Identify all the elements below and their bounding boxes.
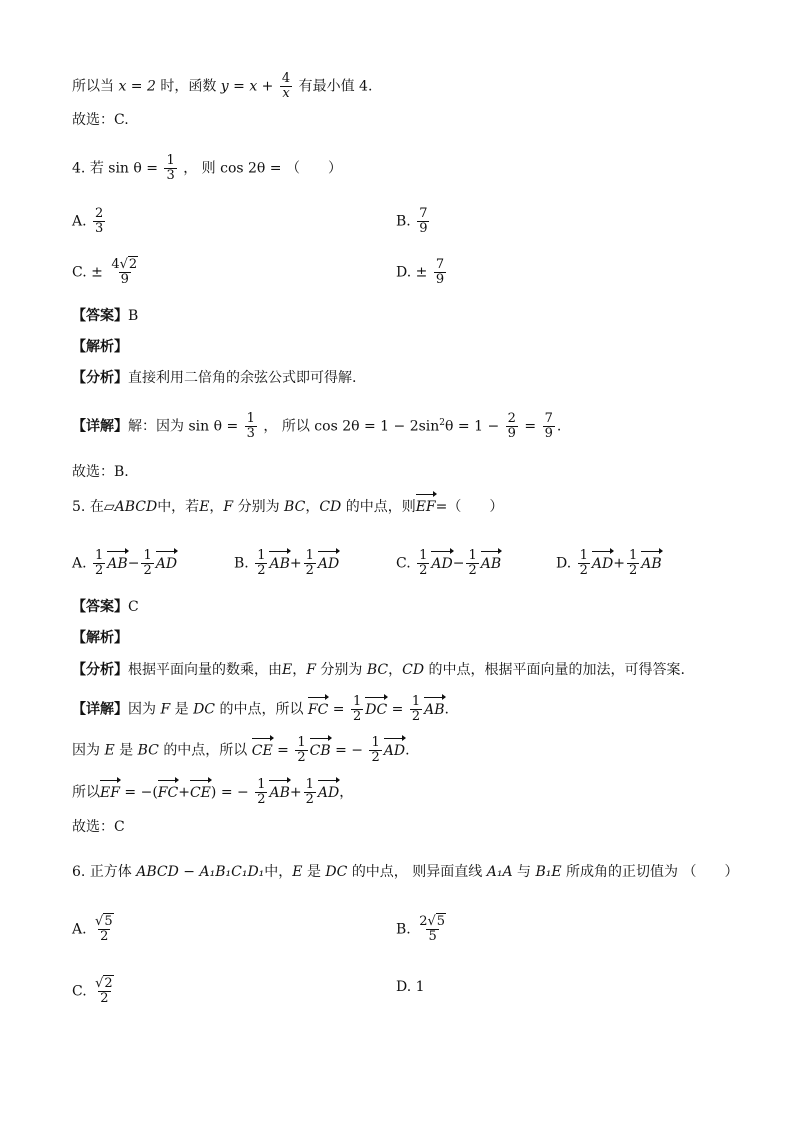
fraction	[543, 412, 555, 441]
frac-den: 2	[297, 750, 306, 765]
vector-ab: AB	[424, 701, 445, 718]
text: 所成角的正切值为	[566, 864, 679, 880]
option-label: D.	[396, 979, 412, 995]
text: 时，函数	[160, 78, 217, 95]
fraction	[627, 549, 639, 578]
frac-num: √2	[95, 976, 113, 991]
q5-detail-3: 所以EF = −(FC+CE) = − $\frac{1}{2}$ AB+ $\frac{1}{2}$ AD，	[72, 777, 354, 807]
fraction	[93, 207, 105, 236]
frac-den: 2	[419, 563, 428, 578]
frac-num: 1	[305, 777, 314, 792]
math-sin: sin θ =	[188, 418, 239, 435]
frac-den: 3	[246, 426, 255, 441]
vector-fc: FC	[307, 701, 329, 718]
q5-choose: 故选：C	[72, 819, 125, 835]
segment-bc: BC	[284, 499, 306, 515]
operator: +	[613, 555, 625, 572]
frac-num: 1	[371, 735, 380, 750]
fraction	[417, 915, 448, 944]
answer-blank: （ ）	[682, 864, 739, 880]
point-e: E	[199, 499, 210, 515]
segment-bc: BC	[137, 742, 159, 759]
frac-num: 4√2	[111, 257, 138, 272]
frac-den: 2	[629, 563, 638, 578]
fraction	[141, 549, 153, 578]
equals: =	[524, 418, 537, 435]
q5-option-d	[556, 549, 662, 578]
frac-num: 2√5	[419, 914, 446, 929]
fraction	[506, 412, 518, 441]
q5-stem: 5. 在▱ABCD中，若E，F 分别为 BC，CD 的中点，则EF=（ ）	[72, 499, 504, 515]
segment-cd: CD	[402, 662, 425, 678]
frac-den: 2	[95, 563, 104, 578]
frac-den: 9	[120, 272, 129, 287]
q4-jiexi: 【解析】	[72, 339, 128, 355]
frac-den: 2	[305, 563, 314, 578]
fraction	[466, 549, 478, 578]
option-label: B.	[234, 555, 249, 572]
q6-option-a	[72, 915, 118, 944]
segment-cd: CD	[319, 499, 342, 515]
vector-ad: AD	[383, 742, 406, 759]
math-x-eq: x = 2	[118, 78, 156, 95]
frac-den: 2	[468, 563, 477, 578]
frac-den: 3	[95, 221, 104, 236]
frac-num: 1	[468, 548, 477, 563]
vector-ef: EF	[415, 499, 436, 515]
q3-choose: 故选：C.	[72, 112, 129, 128]
q5-option-c	[396, 549, 501, 578]
text: 的中点，所以	[163, 742, 248, 759]
text: 分别为	[320, 662, 363, 678]
q6-option-b	[396, 915, 450, 944]
frac-den: 2	[371, 750, 380, 765]
frac-num: 7	[544, 411, 553, 426]
period: .	[556, 418, 562, 435]
frac-den: 2	[411, 709, 421, 724]
fraction	[280, 72, 292, 101]
frac-den: 2	[305, 792, 314, 807]
fraction	[434, 258, 446, 287]
frac-num: 7	[435, 257, 445, 272]
frac-num: 2	[507, 411, 516, 426]
frac-num: 1	[305, 548, 314, 563]
frac-num: 1	[95, 548, 104, 563]
option-label: A.	[72, 555, 87, 572]
frac-den: 2	[579, 563, 588, 578]
option-label: A.	[72, 921, 87, 938]
frac-den: 9	[435, 272, 445, 287]
text: 中，若	[157, 499, 200, 515]
answer-value: C	[128, 599, 139, 615]
analysis-label: 【分析】	[72, 662, 128, 678]
q4-answer	[72, 306, 138, 326]
q4-analysis	[72, 368, 356, 388]
coef: 4	[111, 257, 120, 272]
q3-conclusion	[72, 72, 372, 101]
fraction	[410, 695, 422, 724]
frac-den: 3	[166, 168, 175, 183]
segment-bc: BC	[366, 662, 389, 678]
frac-num: 1	[579, 548, 588, 563]
point-e: E	[104, 742, 115, 759]
line-a1a: A₁A	[486, 864, 513, 880]
point-f: F	[160, 701, 171, 718]
vector-fc: FC	[157, 784, 179, 801]
text: 因为	[128, 701, 156, 718]
operator: −	[452, 555, 465, 572]
frac-den: 9	[507, 426, 516, 441]
detail-label: 【详解】	[72, 701, 128, 718]
radicand: 5	[436, 914, 446, 929]
question-number: 4.	[72, 160, 86, 177]
fraction	[417, 549, 429, 578]
frac-den: 2	[257, 563, 266, 578]
segment-dc: DC	[193, 701, 216, 718]
frac-num: 1	[257, 777, 266, 792]
frac-num: √5	[95, 914, 113, 929]
point-f: F	[306, 662, 316, 678]
text: 与	[517, 864, 532, 880]
point-f: F	[223, 499, 234, 515]
plus-minus: ±	[415, 264, 428, 281]
vector-ef: EF	[100, 784, 120, 801]
fraction	[93, 549, 105, 578]
fraction	[164, 154, 176, 183]
cube-label: ABCD − A₁B₁C₁D₁	[136, 864, 265, 880]
parallelogram-label: ▱ABCD	[103, 499, 158, 515]
coef: 2	[419, 914, 428, 929]
fraction	[109, 258, 140, 287]
frac-num: 1	[419, 548, 428, 563]
math-sin: sin θ =	[108, 160, 159, 177]
answer-label: 【答案】	[72, 308, 128, 324]
math-cos: cos 2θ =	[220, 160, 282, 177]
comma: ，	[209, 499, 224, 515]
answer-blank: =（ ）	[435, 499, 504, 515]
frac-den: 2	[257, 792, 266, 807]
vector: AD	[591, 555, 614, 572]
plus-minus: ±	[91, 264, 103, 281]
q5-answer	[72, 597, 139, 617]
text: 的中点， 则异面直线	[351, 864, 483, 880]
q4-choose: 故选：B.	[72, 464, 129, 480]
text: 是	[174, 701, 189, 718]
fraction	[304, 778, 316, 807]
text: 所以	[72, 784, 100, 801]
frac-num: 1	[166, 153, 175, 168]
vector: AB	[641, 555, 662, 572]
q5-option-b	[234, 549, 339, 578]
operator: +	[289, 555, 302, 572]
detail-label: 【详解】	[72, 418, 128, 435]
vector-ce: CE	[251, 742, 273, 759]
q5-jiexi: 【解析】	[72, 630, 128, 646]
q4-detail	[72, 412, 561, 441]
text: 在	[89, 499, 104, 515]
math-cos: cos 2θ = 1 − 2sin	[314, 418, 440, 435]
vector: AB	[480, 555, 502, 572]
operator: = −	[220, 784, 249, 801]
text: 中，	[264, 864, 293, 880]
option-label: D.	[556, 555, 572, 572]
vector-cb: CB	[309, 742, 331, 759]
fraction	[255, 549, 267, 578]
q5-detail-1: 【详解】因为 F 是 DC 的中点，所以 FC = $\frac{1}{2}$ DC = $\frac{1}{2}$ AB.	[72, 694, 449, 724]
frac-den: 2	[143, 563, 152, 578]
operator: −	[127, 555, 140, 572]
fraction	[369, 736, 381, 765]
fraction	[245, 412, 257, 441]
q4-option-a	[72, 207, 107, 236]
q4-option-d	[396, 258, 448, 287]
q5-detail-2: 因为 E 是 BC 的中点，所以 CE = $\frac{1}{2}$ CB = − $\frac{1}{2}$ AD.	[72, 735, 410, 765]
frac-num: 1	[297, 735, 306, 750]
line-b1e: B₁E	[535, 864, 562, 880]
segment-dc: DC	[325, 864, 348, 880]
option-value: 1	[415, 979, 425, 995]
fraction	[93, 977, 116, 1006]
q4-option-c	[72, 258, 142, 287]
vector: AD	[317, 555, 340, 572]
option-label: C.	[72, 983, 87, 1000]
option-label: C.	[72, 264, 87, 281]
text: ， 则	[183, 160, 216, 177]
vector: AD	[155, 555, 178, 572]
q6-stem	[72, 862, 739, 882]
frac-den: 2	[100, 991, 109, 1006]
answer-value: B	[128, 308, 139, 324]
operator: = −	[124, 784, 153, 801]
fraction	[255, 778, 267, 807]
q6-option-d	[396, 977, 425, 997]
frac-den: 9	[544, 426, 553, 441]
vector: AB	[107, 555, 128, 572]
frac-num: 1	[629, 548, 638, 563]
text: 根据平面向量的数乘，由	[128, 662, 282, 678]
radicand: 2	[128, 257, 138, 272]
q6-option-c	[72, 977, 118, 1006]
fraction	[304, 549, 316, 578]
option-label: B.	[396, 213, 411, 230]
frac-den: 2	[100, 929, 109, 944]
frac-num: 1	[411, 694, 421, 709]
exponent: 2	[439, 417, 446, 428]
frac-den: 2	[353, 709, 362, 724]
text: 正方体	[89, 864, 132, 880]
option-label: B.	[396, 921, 411, 938]
radicand: 5	[104, 914, 113, 929]
fraction	[417, 207, 429, 236]
radicand: 2	[104, 976, 113, 991]
text: 若	[89, 160, 104, 177]
fraction	[93, 915, 116, 944]
option-label: A.	[72, 213, 87, 230]
vector-ad: AD	[317, 784, 340, 801]
analysis-label: 【分析】	[72, 370, 128, 386]
text: 的中点，所以	[219, 701, 304, 718]
fraction	[578, 549, 590, 578]
frac-num: 2	[95, 206, 104, 221]
analysis-text: 直接利用二倍角的余弦公式即可得解.	[128, 370, 357, 386]
frac-num: 1	[353, 694, 362, 709]
frac-num: 1	[246, 411, 255, 426]
question-number: 5.	[72, 499, 86, 515]
text: ， 所以	[263, 418, 310, 435]
frac-den: 9	[419, 221, 428, 236]
point-e: E	[282, 662, 293, 678]
text: 是	[306, 864, 321, 880]
point-e: E	[292, 864, 303, 880]
vector-dc: DC	[365, 701, 388, 718]
vector: AB	[269, 555, 290, 572]
q4-stem	[72, 154, 342, 183]
frac-num: 7	[419, 206, 428, 221]
text: 分别为	[237, 499, 280, 515]
option-label: D.	[396, 264, 412, 281]
text: 有最小值 4.	[298, 78, 373, 95]
text: 所以当	[72, 78, 114, 95]
frac-num: 1	[143, 548, 152, 563]
text: 因为	[72, 742, 100, 759]
answer-blank: （ ）	[285, 160, 342, 177]
q5-analysis: 【分析】根据平面向量的数乘，由E，F 分别为 BC，CD 的中点，根据平面向量的加法，可得答案.	[72, 662, 685, 678]
option-label: C.	[396, 555, 411, 572]
vector-ab: AB	[269, 784, 290, 801]
question-number: 6.	[72, 864, 86, 880]
answer-label: 【答案】	[72, 599, 128, 615]
math-expr: y = x +	[220, 78, 274, 95]
text: 的中点，根据平面向量的加法，可得答案.	[428, 662, 685, 678]
vector: AD	[431, 555, 453, 572]
math-theta: θ = 1 −	[445, 418, 500, 435]
text: 是	[119, 742, 134, 759]
vector-ce: CE	[189, 784, 211, 801]
frac-den: 5	[428, 929, 437, 944]
frac-den: x	[282, 86, 290, 101]
fraction	[295, 736, 307, 765]
q5-option-a	[72, 549, 177, 578]
q4-option-b	[396, 207, 431, 236]
fraction	[351, 695, 363, 724]
frac-num: 4	[281, 71, 291, 86]
text: 解：因为	[128, 418, 184, 435]
frac-num: 1	[257, 548, 266, 563]
text: 的中点，则	[345, 499, 416, 515]
